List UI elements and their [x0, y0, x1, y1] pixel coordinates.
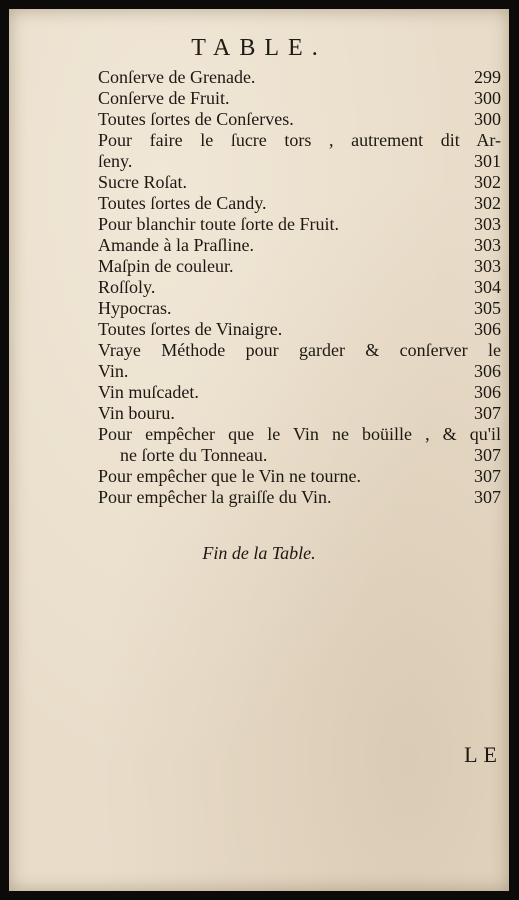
- catchword: LE: [464, 742, 503, 767]
- toc-entry: [98, 319, 501, 340]
- toc-entry: [98, 487, 501, 508]
- toc-entry-page-number: 299: [474, 67, 501, 87]
- toc-entry-page-number: 303: [474, 256, 501, 276]
- toc-entry: [98, 424, 501, 466]
- table-of-contents-list: [98, 67, 501, 508]
- toc-entry-title: Toutes ſortes de Conſerves.: [98, 109, 294, 129]
- toc-entry-title: Amande à la Praſline.: [98, 235, 254, 255]
- toc-entry-page-number: 302: [474, 172, 501, 192]
- toc-entry: [98, 130, 501, 172]
- toc-entry-title: Vraye Méthode pour garder & conſerver le: [98, 340, 501, 360]
- toc-entry-title-continuation: ne ſorte du Tonneau.: [120, 445, 268, 465]
- toc-entry-title: Hypocras.: [98, 298, 172, 318]
- toc-entry-title: Maſpin de couleur.: [98, 256, 234, 276]
- toc-entry-title: Sucre Roſat.: [98, 172, 187, 192]
- toc-entry: [98, 193, 501, 214]
- toc-entry: [98, 88, 501, 109]
- toc-entry-title: Conſerve de Fruit.: [98, 88, 230, 108]
- toc-entry-page-number: 302: [474, 193, 501, 213]
- book-page: [9, 9, 509, 891]
- toc-entry-page-number: 303: [474, 235, 501, 255]
- toc-entry: [98, 466, 501, 487]
- toc-entry-page-number: 305: [474, 298, 501, 318]
- toc-entry-page-number: 307: [474, 445, 501, 465]
- toc-entry: [98, 277, 501, 298]
- toc-entry-page-number: 307: [474, 466, 501, 486]
- toc-entry-page-number: 300: [474, 109, 501, 129]
- toc-entry-page-number: 307: [474, 487, 501, 507]
- toc-entry-title: Pour empêcher que le Vin ne tourne.: [98, 466, 362, 486]
- toc-entry-title: Pour empêcher la graiſſe du Vin.: [98, 487, 332, 507]
- toc-entry: [98, 403, 501, 424]
- toc-entry-title-continuation: ſeny.: [98, 151, 133, 171]
- toc-entry-title: Pour empêcher que le Vin ne boüille , & qu'il: [98, 424, 501, 444]
- toc-entry: [98, 214, 501, 235]
- toc-entry: [98, 109, 501, 130]
- toc-entry-page-number: 301: [474, 151, 501, 171]
- toc-entry-title: Pour faire le ſucre tors , autrement dit Ar-: [98, 130, 501, 150]
- toc-entry: [98, 256, 501, 277]
- toc-entry: [98, 172, 501, 193]
- toc-entry-page-number: 307: [474, 403, 501, 423]
- toc-entry-page-number: 306: [474, 319, 501, 339]
- page-header: TABLE.: [191, 35, 327, 61]
- toc-entry: [98, 382, 501, 403]
- toc-entry-page-number: 306: [474, 361, 501, 381]
- toc-entry-page-number: 306: [474, 382, 501, 402]
- toc-entry-title: Pour blanchir toute ſorte de Fruit.: [98, 214, 339, 234]
- toc-entry-title: Roſſoly.: [98, 277, 156, 297]
- toc-entry-page-number: 303: [474, 214, 501, 234]
- toc-entry-title: Conſerve de Grenade.: [98, 67, 256, 87]
- toc-entry: [98, 298, 501, 319]
- toc-entry: [98, 340, 501, 382]
- toc-entry-page-number: 300: [474, 88, 501, 108]
- end-of-table-note: Fin de la Table.: [202, 543, 316, 563]
- toc-entry-title: Vin bouru.: [98, 403, 175, 423]
- toc-entry: [98, 235, 501, 256]
- toc-entry-title-continuation: Vin.: [98, 361, 129, 381]
- toc-entry: [98, 67, 501, 88]
- toc-entry-title: Toutes ſortes de Candy.: [98, 193, 267, 213]
- toc-entry-title: Toutes ſortes de Vinaigre.: [98, 319, 283, 339]
- toc-entry-page-number: 304: [474, 277, 501, 297]
- toc-entry-title: Vin muſcadet.: [98, 382, 199, 402]
